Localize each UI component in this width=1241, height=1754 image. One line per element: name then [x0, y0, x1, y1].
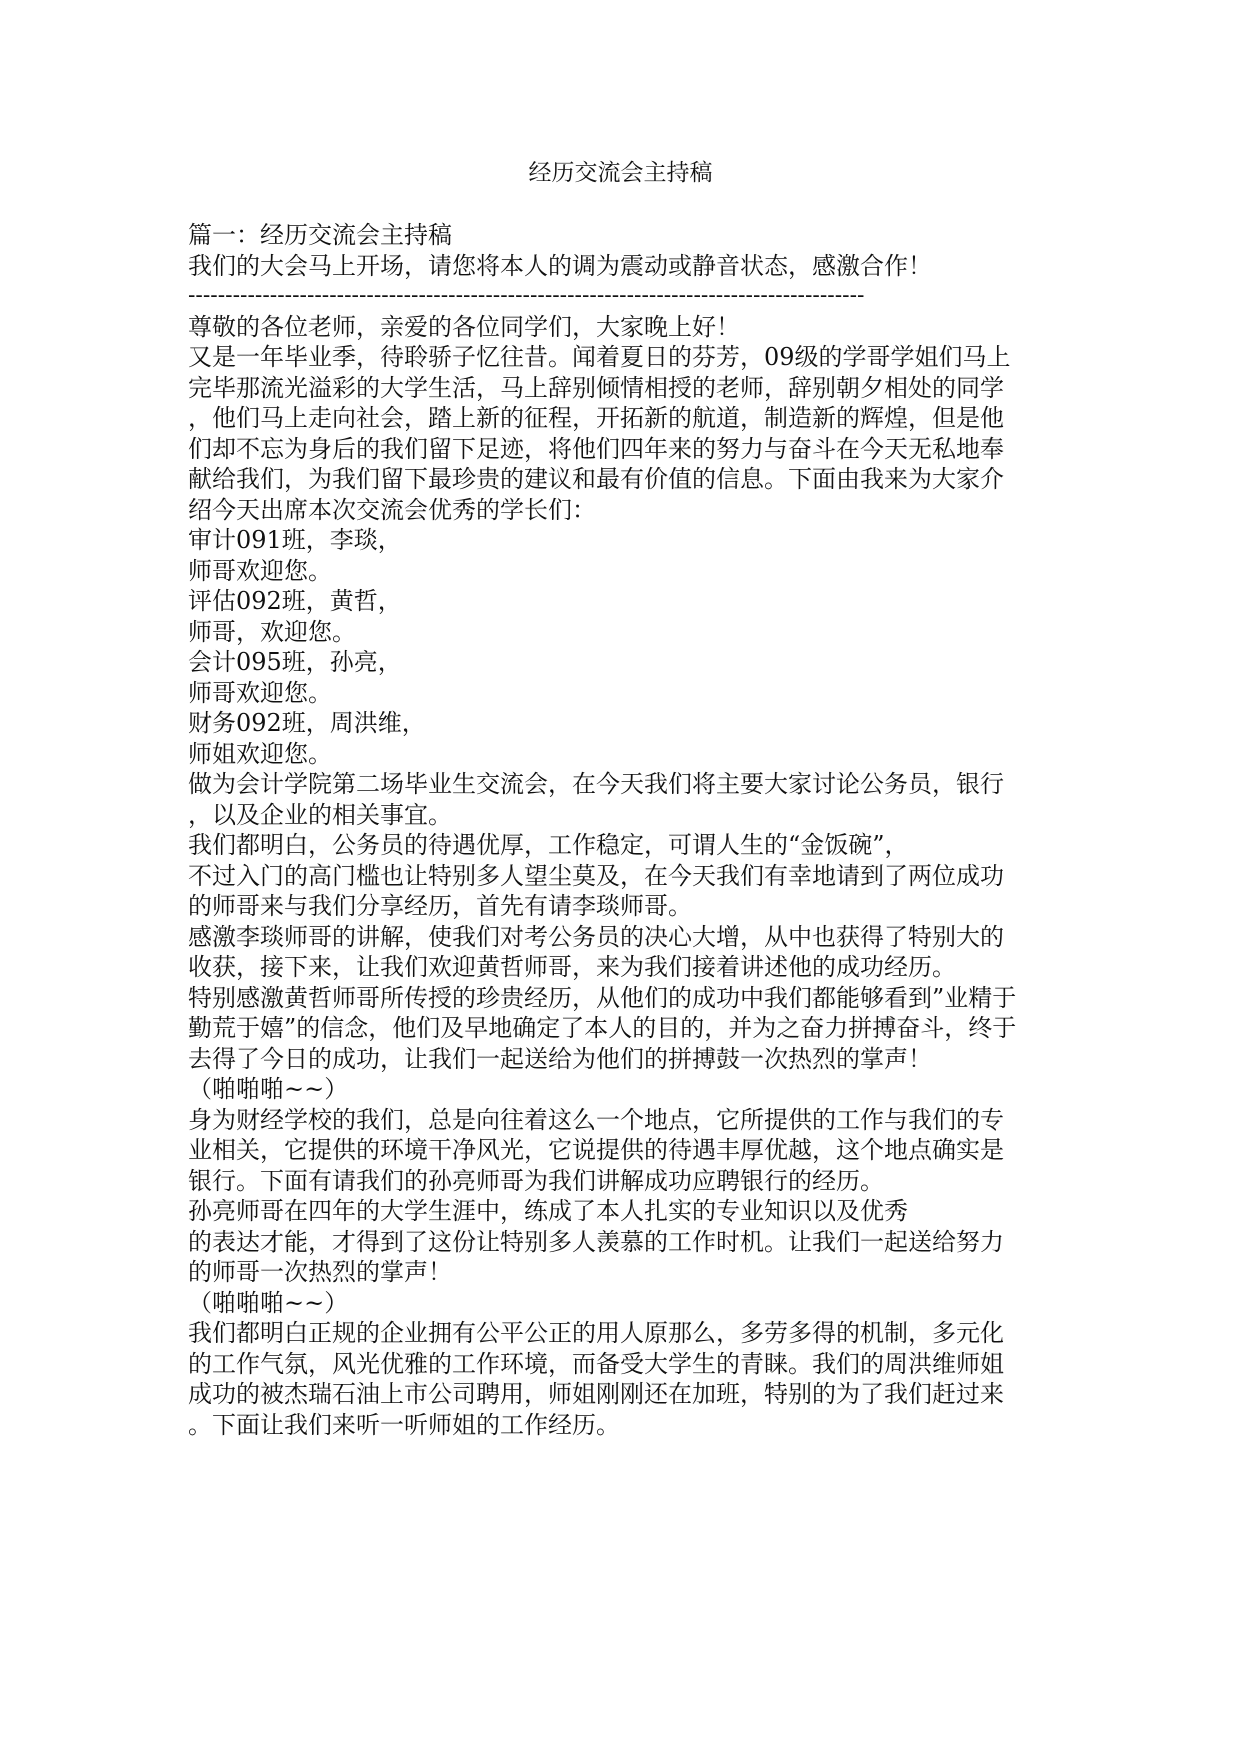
body-line: 的师哥一次热烈的掌声！ [188, 1258, 452, 1286]
body-line: 我们都明白，公务员的待遇优厚，工作稳定，可谓人生的“金饭碗”， [188, 831, 909, 859]
body-line: 感激李琰师哥的讲解，使我们对考公务员的决心大增，从中也获得了特别大的 [188, 922, 1004, 951]
body-line: 师哥，欢迎您。 [188, 617, 356, 646]
document-title: 经历交流会主持稿 [528, 160, 713, 186]
body-line: 的表达才能，才得到了这份让特别多人羡慕的工作时机。让我们一起送给努力 [188, 1227, 1004, 1256]
body-line: 特别感激黄哲师哥所传授的珍贵经历，从他们的成功中我们都能够看到”业精于 [188, 983, 1017, 1012]
body-line: 的师哥来与我们分享经历，首先有请李琰师哥。 [188, 892, 692, 920]
body-line: 做为会计学院第二场毕业生交流会，在今天我们将主要大家讨论公务员，银行 [188, 770, 1004, 798]
body-line: 身为财经学校的我们，总是向往着这么一个地点，它所提供的工作与我们的专 [188, 1105, 1004, 1134]
body-line: ，以及企业的相关事宜。 [188, 800, 452, 829]
document-body [188, 220, 1068, 1440]
body-line: 我们的大会马上开场，请您将本人的调为震动或静音状态，感激合作！ [188, 251, 932, 280]
body-line: 尊敬的各位老师，亲爱的各位同学们，大家晚上好！ [188, 312, 740, 341]
body-line: 师哥欢迎您。 [188, 556, 332, 585]
body-line: 勤荒于嬉”的信念，他们及早地确定了本人的目的，并为之奋力拼搏奋斗，终于 [188, 1014, 1017, 1042]
body-line: 评估092班，黄哲， [188, 587, 402, 615]
body-line: 篇一：经历交流会主持稿 [188, 221, 452, 249]
body-line: 师哥欢迎您。 [188, 678, 332, 707]
body-line: 。下面让我们来听一听师姐的工作经历。 [188, 1410, 620, 1439]
body-line: 师姐欢迎您。 [188, 739, 332, 768]
body-line: 成功的被杰瑞石油上市公司聘用，师姐刚刚还在加班，特别的为了我们赶过来 [188, 1380, 1004, 1408]
body-line: 收获，接下来，让我们欢迎黄哲师哥，来为我们接着讲述他的成功经历。 [188, 953, 956, 981]
body-line: 去得了今日的成功，让我们一起送给为他们的拼搏鼓一次热烈的掌声！ [188, 1044, 932, 1073]
body-line: 财务092班，周洪维， [188, 709, 426, 737]
body-line: （啪啪啪~~） [188, 1075, 349, 1103]
body-line: 们却不忘为身后的我们留下足迹，将他们四年来的努力与奋斗在今天无私地奉 [188, 434, 1004, 463]
body-line: 完毕那流光溢彩的大学生活，马上辞别倾情相授的老师，辞别朝夕相处的同学 [188, 373, 1004, 402]
body-line: 业相关，它提供的环境干净风光，它说提供的待遇丰厚优越，这个地点确实是 [188, 1136, 1004, 1164]
body-line: 我们都明白正规的企业拥有公平公正的用人原那么，多劳多得的机制，多元化 [188, 1319, 1004, 1347]
body-line: 的工作气氛，风光优雅的工作环境，而备受大学生的青睐。我们的周洪维师姐 [188, 1349, 1004, 1378]
body-line: 银行。下面有请我们的孙亮师哥为我们讲解成功应聘银行的经历。 [188, 1166, 884, 1195]
body-line: 不过入门的高门槛也让特别多人望尘莫及，在今天我们有幸地请到了两位成功 [188, 861, 1004, 890]
body-line: 孙亮师哥在四年的大学生涯中，练成了本人扎实的专业知识以及优秀 [188, 1197, 908, 1225]
body-line: （啪啪啪~~） [188, 1288, 349, 1317]
body-line: ，他们马上走向社会，踏上新的征程，开拓新的航道，制造新的辉煌，但是他 [188, 404, 1004, 432]
body-line: 又是一年毕业季，待聆骄子忆往昔。闻着夏日的芬芳，09级的学哥学姐们马上 [188, 343, 1011, 371]
body-line: 审计091班，李琰， [188, 526, 402, 554]
separator-line: ------------------------------------------------------------------------------------------- [188, 283, 865, 308]
body-line: 献给我们，为我们留下最珍贵的建议和最有价值的信息。下面由我来为大家介 [188, 465, 1004, 493]
body-line: 会计095班，孙亮， [188, 648, 402, 676]
body-line: 绍今天出席本次交流会优秀的学长们： [188, 495, 596, 524]
